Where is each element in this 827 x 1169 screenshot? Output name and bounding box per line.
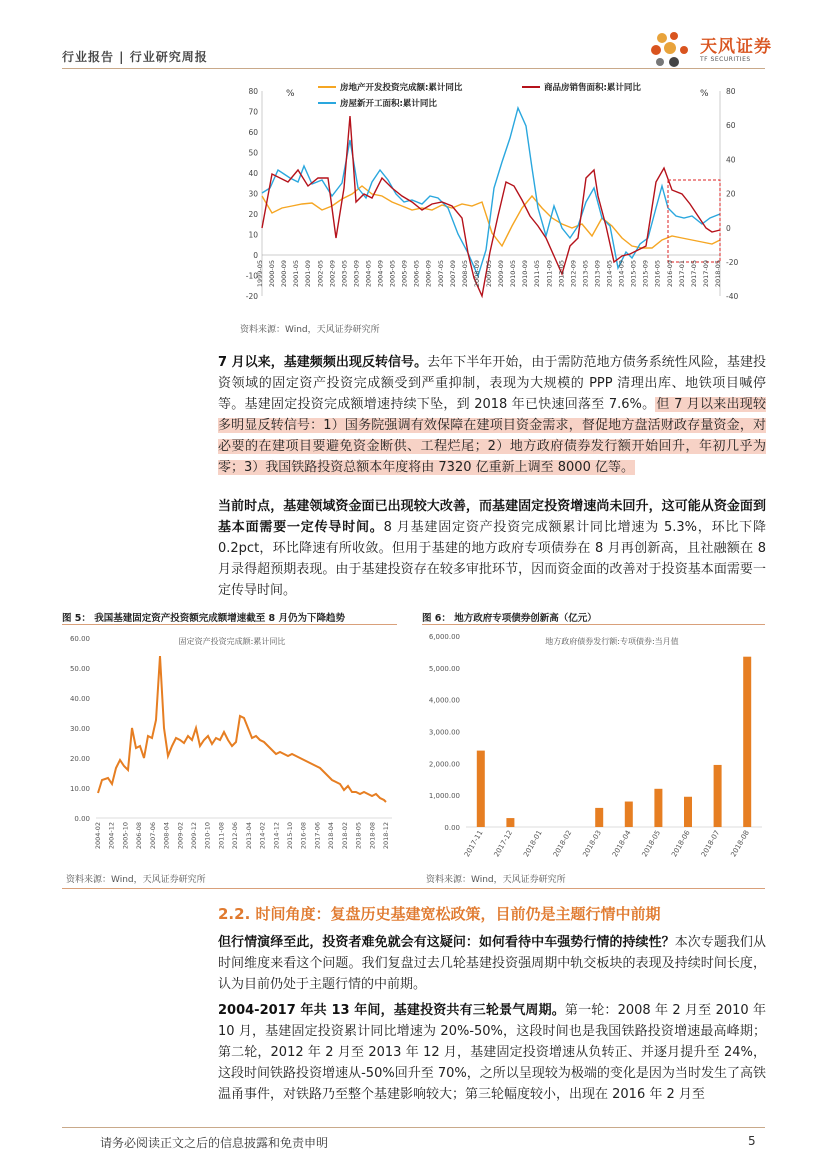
- x-tick: 2018-07: [699, 829, 722, 859]
- x-tick: 2018-08: [368, 822, 377, 850]
- x-tick: 2009-05: [485, 260, 493, 288]
- x-tick: 2004-02: [94, 822, 102, 850]
- x-tick: 2018-04: [327, 822, 336, 850]
- fig5-inner-title: 固定资产投资完成额:累计同比: [178, 637, 286, 646]
- brand-logo-icon: [648, 30, 696, 72]
- left-tick: -20: [245, 292, 258, 301]
- x-tick: 2013-05: [581, 260, 590, 288]
- bar-2018-04: [625, 802, 633, 827]
- x-tick: 2014-12: [272, 822, 281, 850]
- x-tick: 2008-09: [472, 260, 481, 288]
- y-tick: 10.00: [69, 785, 90, 793]
- x-tick: 2013-04: [244, 822, 253, 850]
- x-tick: 2018-05: [714, 260, 722, 288]
- x-tick: 2000-09: [280, 260, 289, 288]
- figures-bottom-divider: [62, 888, 765, 889]
- para3-bold: 但行情演绎至此，投资者难免就会有这疑问：如何看待中车强势行情的持续性？: [218, 935, 675, 950]
- x-tick: 2001-09: [304, 260, 313, 288]
- x-tick: 2009-02: [176, 822, 185, 850]
- right-tick: 80: [726, 87, 736, 96]
- bar-2017-12: [506, 818, 514, 827]
- bar-2018-08: [743, 657, 751, 827]
- fig6-caption: 图 6： 地方政府专项债券创新高（亿元）: [422, 613, 597, 624]
- x-tick: 2008-05: [460, 260, 469, 288]
- para2-text: 8 月基建固定资产投资完成额累计同比增速为 5.3%，环比下降 0.2pct，环比降速有所收敛。但用于基建的地方政府专项债券在 8 月再创新高，且社融额在 8 月录得超预期表现。由于基建投资存在较多审批环节，因而资金面的改善对于投资基本面需要一定传导时间。: [218, 520, 766, 598]
- paragraph-reversal-signals: [218, 352, 766, 478]
- footer-disclaimer: 请务必阅读正文之后的信息披露和免责申明: [100, 1136, 329, 1150]
- chart-real-estate: [232, 78, 752, 308]
- x-tick: 2002-09: [328, 260, 337, 288]
- x-tick: 2018-03: [581, 829, 603, 859]
- footer-divider: [62, 1127, 765, 1128]
- x-tick: 2017-06: [313, 822, 322, 850]
- x-tick: 2006-09: [424, 260, 433, 288]
- bar-2017-11: [477, 751, 485, 827]
- x-tick: 2011-09: [545, 260, 554, 288]
- left-unit: %: [286, 89, 295, 99]
- x-tick: 2012-06: [231, 822, 240, 850]
- x-tick: 2018-06: [670, 829, 692, 859]
- x-tick: 2016-05: [653, 260, 662, 288]
- y-tick: 30.00: [69, 725, 90, 733]
- x-tick: 2018-05: [354, 822, 363, 850]
- x-tick: 2017-12: [492, 829, 515, 859]
- x-tick: 2003-05: [340, 260, 349, 288]
- x-tick: 2007-06: [148, 822, 157, 850]
- series-new-start-line: [262, 108, 720, 276]
- report-header: 行业报告 | 行业研究周报: [62, 50, 208, 64]
- x-tick: 2001-05: [292, 260, 301, 288]
- x-tick: 2018-01: [522, 829, 544, 859]
- x-tick: 2013-09: [593, 260, 602, 288]
- x-tick: 2004-05: [364, 260, 373, 288]
- x-tick: 2006-08: [135, 822, 144, 850]
- x-tick: 2007-09: [448, 260, 457, 288]
- y-tick: 0.00: [444, 824, 460, 832]
- y-tick: 4,000.00: [428, 696, 460, 705]
- left-tick: 0: [253, 251, 258, 260]
- x-tick: 2017-01: [677, 260, 686, 288]
- x-tick: 2016-09: [665, 260, 674, 288]
- x-tick: 2017-05: [689, 260, 698, 288]
- x-tick: 2002-05: [316, 260, 325, 288]
- x-tick: 2018-04: [610, 829, 633, 859]
- legend-label: 房屋新开工面积:累计同比: [340, 99, 437, 109]
- paragraph-time-dimension: [218, 932, 766, 995]
- x-tick: 2005-10: [121, 822, 130, 850]
- y-tick: 40.00: [69, 695, 90, 703]
- x-tick: 2009-12: [190, 822, 198, 850]
- para1-bold: 7 月以来，基建频频出现反转信号。: [218, 355, 428, 370]
- left-tick: 50: [248, 148, 258, 158]
- para2-bold: 当前时点，基建领域资金面已出现较大改善，而基建固定投资增速尚未回升，这可能从资金面到基本面需要一定传导时间。: [218, 499, 766, 535]
- x-tick: 2012-09: [569, 260, 578, 288]
- x-tick: 2005-09: [400, 260, 409, 288]
- bar-2018-03: [595, 808, 603, 827]
- paragraph-current-point: [218, 496, 766, 601]
- x-tick: 2003-09: [352, 260, 361, 288]
- right-tick: 60: [726, 121, 736, 131]
- y-tick: 1,000.00: [428, 792, 460, 801]
- page-number: 5: [748, 1134, 756, 1148]
- y-tick: 20.00: [69, 755, 90, 763]
- para1-highlight: 但 7 月以来出现较多明显反转信号：1）国务院强调有效保障在建项目资金需求，督促地方盘活财政存量资金，对必要的在建项目要避免资金断供、工程烂尾；2）地方政府债券发行额开始回升，年初几乎为零；3）我国铁路投资总额本年度将由 7320 亿重新上调至 8000 亿等。: [218, 397, 766, 475]
- fig5-caption: 图 5： 我国基建固定资产投资额完成额增速截至 8 月仍为下降趋势: [62, 613, 345, 624]
- fig6-chart: [422, 628, 767, 866]
- x-tick: 2008-04: [162, 822, 171, 850]
- right-tick: 40: [726, 155, 736, 165]
- y-tick: 0.00: [74, 815, 90, 823]
- x-tick: 2007-05: [436, 260, 445, 288]
- fig6-source: 资料来源：Wind，天风证券研究所: [426, 875, 566, 885]
- right-unit: %: [700, 89, 709, 99]
- y-tick: 6,000.00: [428, 633, 460, 641]
- x-tick: 2010-05: [509, 260, 518, 288]
- left-tick: 20: [248, 210, 258, 219]
- fig5-series-line: [98, 656, 386, 802]
- highlight-box: [668, 180, 720, 262]
- x-tick: 2018-02: [340, 822, 349, 850]
- left-tick: 80: [248, 87, 258, 96]
- left-tick: 60: [248, 128, 258, 137]
- x-tick: 2017-11: [462, 829, 485, 859]
- fig6-inner-title: 地方政府债券发行额:专项债券:当月值: [545, 637, 679, 646]
- x-tick: 2014-02: [258, 822, 267, 850]
- x-tick: 2004-09: [376, 260, 385, 288]
- x-tick: 1999-05: [256, 260, 264, 288]
- x-tick: 2017-09: [701, 260, 710, 288]
- x-tick: 2010-09: [521, 260, 530, 288]
- bar-2018-07: [714, 765, 722, 827]
- x-tick: 2014-05: [605, 260, 614, 288]
- x-tick: 2015-09: [641, 260, 650, 288]
- x-tick: 2000-05: [268, 260, 277, 288]
- x-tick: 2015-05: [629, 260, 638, 288]
- fig5-source: 资料来源：Wind，天风证券研究所: [66, 875, 206, 885]
- x-tick: 2009-09: [497, 260, 506, 288]
- bar-2018-05: [654, 789, 662, 827]
- chart1-source: 资料来源：Wind，天风证券研究所: [240, 325, 380, 335]
- para1-text: 去年下半年开始，由于需防范地方债务系统性风险，基建投资领域的固定资产投资完成额受到严重抑制，表现为大规模的 PPP 清理出库、地铁项目喊停等。基建固定投资完成额增速持续下坠，到 2018 年已快速回落至 7.6%。: [218, 355, 766, 412]
- x-tick: 2011-05: [533, 260, 542, 288]
- left-tick: 40: [248, 169, 258, 178]
- x-tick: 2005-05: [388, 260, 397, 288]
- y-tick: 2,000.00: [428, 760, 460, 769]
- x-tick: 2018-02: [551, 829, 574, 859]
- x-tick: 2006-05: [412, 260, 421, 288]
- bar-2018-06: [684, 797, 692, 827]
- brand-name: 天风证券: [700, 37, 772, 57]
- left-tick: 70: [248, 107, 258, 117]
- x-tick: 2018-05: [640, 829, 663, 859]
- section-title: 2.2. 时间角度：复盘历史基建宽松政策，目前仍是主题行情中前期: [218, 905, 661, 923]
- left-tick: 10: [248, 230, 258, 240]
- x-tick: 2016-08: [299, 822, 308, 850]
- right-tick: -20: [726, 258, 739, 267]
- paragraph-three-cycles: [218, 1000, 766, 1105]
- y-tick: 60.00: [69, 635, 90, 643]
- y-tick: 3,000.00: [428, 728, 460, 737]
- legend-label: 商品房销售面积:累计同比: [544, 83, 641, 93]
- x-tick: 2012-05: [557, 260, 566, 288]
- left-tick: 30: [248, 189, 258, 199]
- x-tick: 2018-08: [729, 829, 751, 859]
- fig6-top-divider: [422, 624, 765, 625]
- legend-label: 房地产开发投资完成额:累计同比: [340, 83, 463, 93]
- para4-bold: 2004-2017 年共 13 年间，基建投资共有三轮景气周期。: [218, 1003, 565, 1018]
- x-tick: 2018-12: [382, 822, 390, 850]
- para4-text: 第一轮：2008 年 2 月至 2010 年 10 月，基建固定投资累计同比增速为 20%-50%，这段时间也是我国铁路投资增速最高峰期；第二轮，2012 年 2 月至 2013 年 12 月，基建固定投资增速从负转正、并逐月提升至 24%，这段时间铁路投资增速从-50%回升至 70%，之所以呈现较为极端的变化是因为当时发生了高铁温甬事件，对铁路乃至整个基建影响较大；第三轮幅度较小，出现在 2016 年 2 月至: [218, 1003, 766, 1102]
- x-tick: 2004-12: [107, 822, 116, 850]
- fig5-top-divider: [62, 624, 397, 625]
- left-tick: -10: [245, 271, 258, 281]
- right-tick: 20: [726, 189, 736, 199]
- x-tick: 2014-09: [617, 260, 626, 288]
- x-tick: 2010-10: [203, 822, 212, 850]
- right-tick: -40: [726, 292, 739, 302]
- fig5-chart: [62, 628, 398, 866]
- y-tick: 50.00: [69, 665, 90, 673]
- para3-text: 本次专题我们从时间维度来看这个问题。我们复盘过去几轮基建投资强周期中轨交板块的表现及持续时间长度，认为目前仍处于主题行情的中前期。: [218, 935, 766, 992]
- right-tick: 0: [726, 223, 731, 233]
- x-tick: 2011-08: [217, 822, 226, 850]
- y-tick: 5,000.00: [428, 664, 460, 673]
- x-tick: 2015-10: [286, 822, 294, 850]
- brand-subtitle: TF SECURITIES: [700, 56, 751, 63]
